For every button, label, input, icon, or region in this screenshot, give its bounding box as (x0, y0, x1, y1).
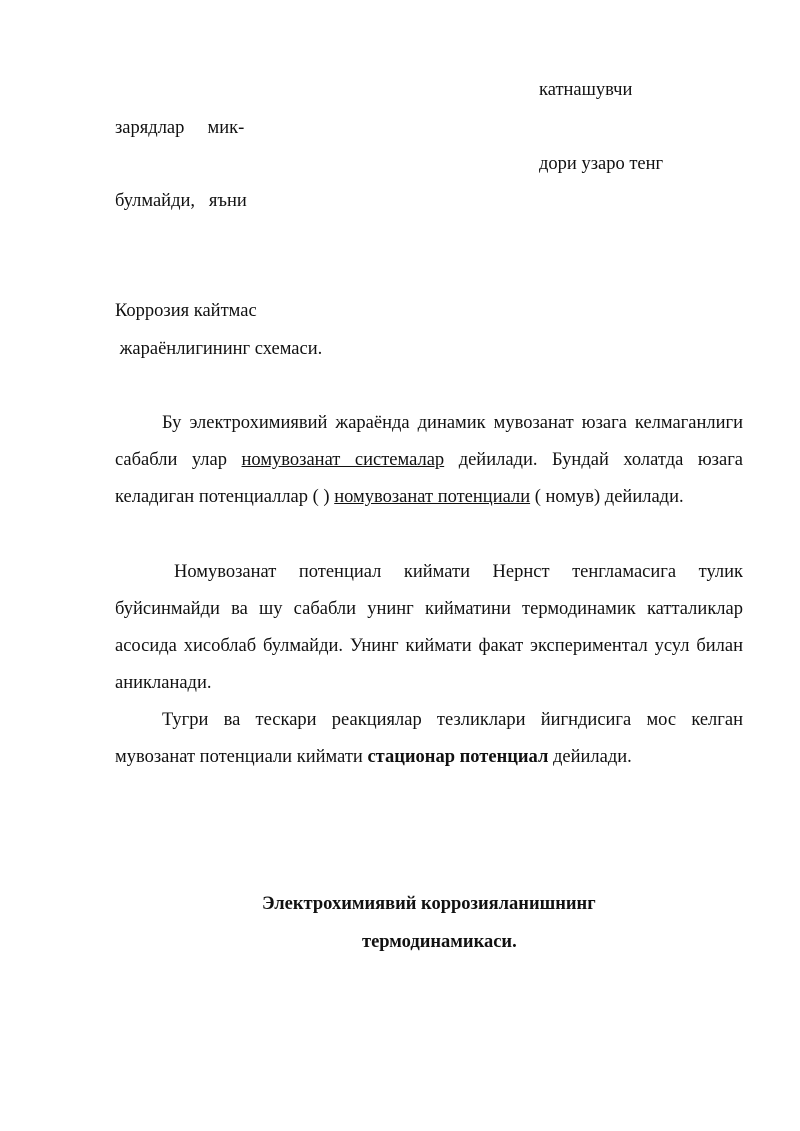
paragraph-3-text-b: дейилади. (548, 747, 632, 767)
term-stationary-potential: стационар потенциал (367, 747, 549, 767)
figure-caption-line-2: жараёнлигининг схемаси. (115, 339, 323, 359)
paragraph-1-text-b: дейилади. Бундай холатда юзага келадиган потенциаллар ( ) (115, 450, 743, 507)
fragment-line-4: булмайди, яъни (115, 191, 247, 211)
term-nonequilibrium-systems: номувозанат системалар (241, 450, 445, 470)
fragment-line-2: зарядлар мик- (115, 118, 245, 138)
paragraph-1 (115, 405, 743, 516)
section-heading-line-1: Электрохимиявий коррозияланишнинг (262, 894, 596, 914)
figure-caption-line-1: Коррозия кайтмас (115, 301, 257, 321)
paragraph-3-text-a: Тугри ва тескари реакциялар тезликлари йигндисига мос келган мувозанат потенциали киймати (115, 710, 743, 767)
paragraph-2: Номувозанат потенциал киймати Нернст тенгламасига тулик буйсинмайди ва шу сабабли унинг кийматини термодинамик катталиклар асосида хисоблаб булмайди. Унинг киймати факат экспериментал усул билан аникланади. (115, 562, 743, 693)
term-nonequilibrium-potential: номувозанат потенциали (334, 487, 531, 507)
paragraph-3 (115, 702, 743, 776)
fragment-line-1: катнашувчи (539, 80, 633, 100)
section-heading-line-2: термодинамикаси. (362, 932, 517, 952)
fragment-line-3: дори узаро тенг (539, 154, 664, 174)
paragraph-1-text-c: ( номув) дейилади. (530, 487, 684, 507)
paragraph-1-text-a: Бу электрохимиявий жараёнда динамик мувозанат юзага келмаганлиги сабабли улар (115, 413, 743, 470)
